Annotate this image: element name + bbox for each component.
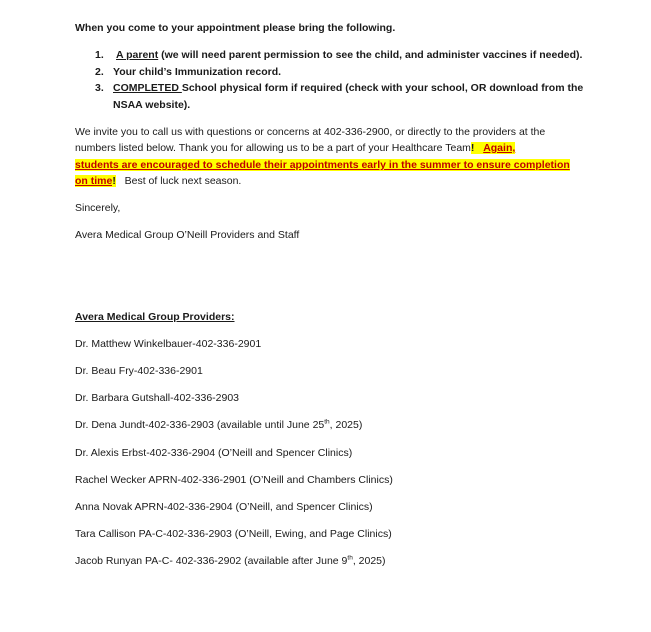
list-item-3-continued: NSAA website). bbox=[113, 99, 191, 111]
list-item-1-lead: A parent bbox=[116, 49, 159, 61]
list-number-2: 2. bbox=[95, 66, 104, 78]
provider-sup: th bbox=[347, 554, 353, 562]
provider-item: Dr. Matthew Winkelbauer-402-336-2901 bbox=[75, 338, 262, 350]
list-item-3-rest: School physical form if required (check with your school, OR download from the bbox=[181, 82, 584, 94]
provider-sup: th bbox=[324, 418, 330, 426]
paragraph-line-2-text: numbers listed below. Thank you for allowing us to be a part of your Healthcare Team bbox=[75, 142, 471, 154]
highlight-exclamation-2: ! bbox=[112, 175, 116, 187]
list-item-3 bbox=[113, 81, 583, 95]
provider-text: Dr. Dena Jundt-402-336-2903 (available until June 25 bbox=[75, 419, 325, 431]
list-item-3-lead: COMPLETED bbox=[113, 82, 182, 94]
list-number-3: 3. bbox=[95, 82, 104, 94]
highlight-schedule-early: students are encouraged to schedule their appointments early in the summer to ensure completion bbox=[75, 159, 570, 171]
paragraph-line-2 bbox=[75, 141, 515, 155]
list-item-1 bbox=[113, 48, 582, 62]
highlight-again: Again, bbox=[483, 142, 516, 154]
list-item-1-rest: (we will need parent permission to see the child, and administer vaccines if needed). bbox=[158, 49, 583, 61]
highlight-on-time: on time bbox=[75, 175, 113, 187]
closing: Sincerely, bbox=[75, 202, 121, 214]
provider-item: Rachel Wecker APRN-402-336-2901 (O’Neill and Chambers Clinics) bbox=[75, 474, 393, 486]
paragraph-tail: Best of luck next season. bbox=[124, 175, 242, 187]
intro-line: When you come to your appointment please bring the following. bbox=[75, 22, 396, 34]
provider-item: Tara Callison PA-C-402-336-2903 (O’Neill, Ewing, and Page Clinics) bbox=[75, 528, 392, 540]
provider-item bbox=[75, 554, 386, 568]
list-number-1: 1. bbox=[95, 49, 104, 61]
provider-text: Jacob Runyan PA-C- 402-336-2902 (available after June 9 bbox=[75, 555, 348, 567]
provider-item: Dr. Beau Fry-402-336-2901 bbox=[75, 365, 203, 377]
provider-after: , 2025) bbox=[352, 555, 386, 567]
provider-item: Dr. Barbara Gutshall-402-336-2903 bbox=[75, 392, 240, 404]
provider-item: Anna Novak APRN-402-336-2904 (O’Neill, and Spencer Clinics) bbox=[75, 501, 373, 513]
highlight-exclamation-1: ! bbox=[470, 142, 475, 154]
paragraph-line-4 bbox=[75, 174, 241, 188]
paragraph-line-1: We invite you to call us with questions or concerns at 402-336-2900, or directly to the providers at the bbox=[75, 126, 546, 138]
signature: Avera Medical Group O’Neill Providers and Staff bbox=[75, 229, 300, 241]
provider-item bbox=[75, 418, 362, 432]
provider-item: Dr. Alexis Erbst-402-336-2904 (O’Neill and Spencer Clinics) bbox=[75, 447, 353, 459]
list-item-2: Your child’s Immunization record. bbox=[113, 66, 282, 78]
provider-after: , 2025) bbox=[329, 419, 363, 431]
providers-heading: Avera Medical Group Providers: bbox=[75, 311, 235, 323]
paragraph-line-3 bbox=[75, 158, 570, 172]
